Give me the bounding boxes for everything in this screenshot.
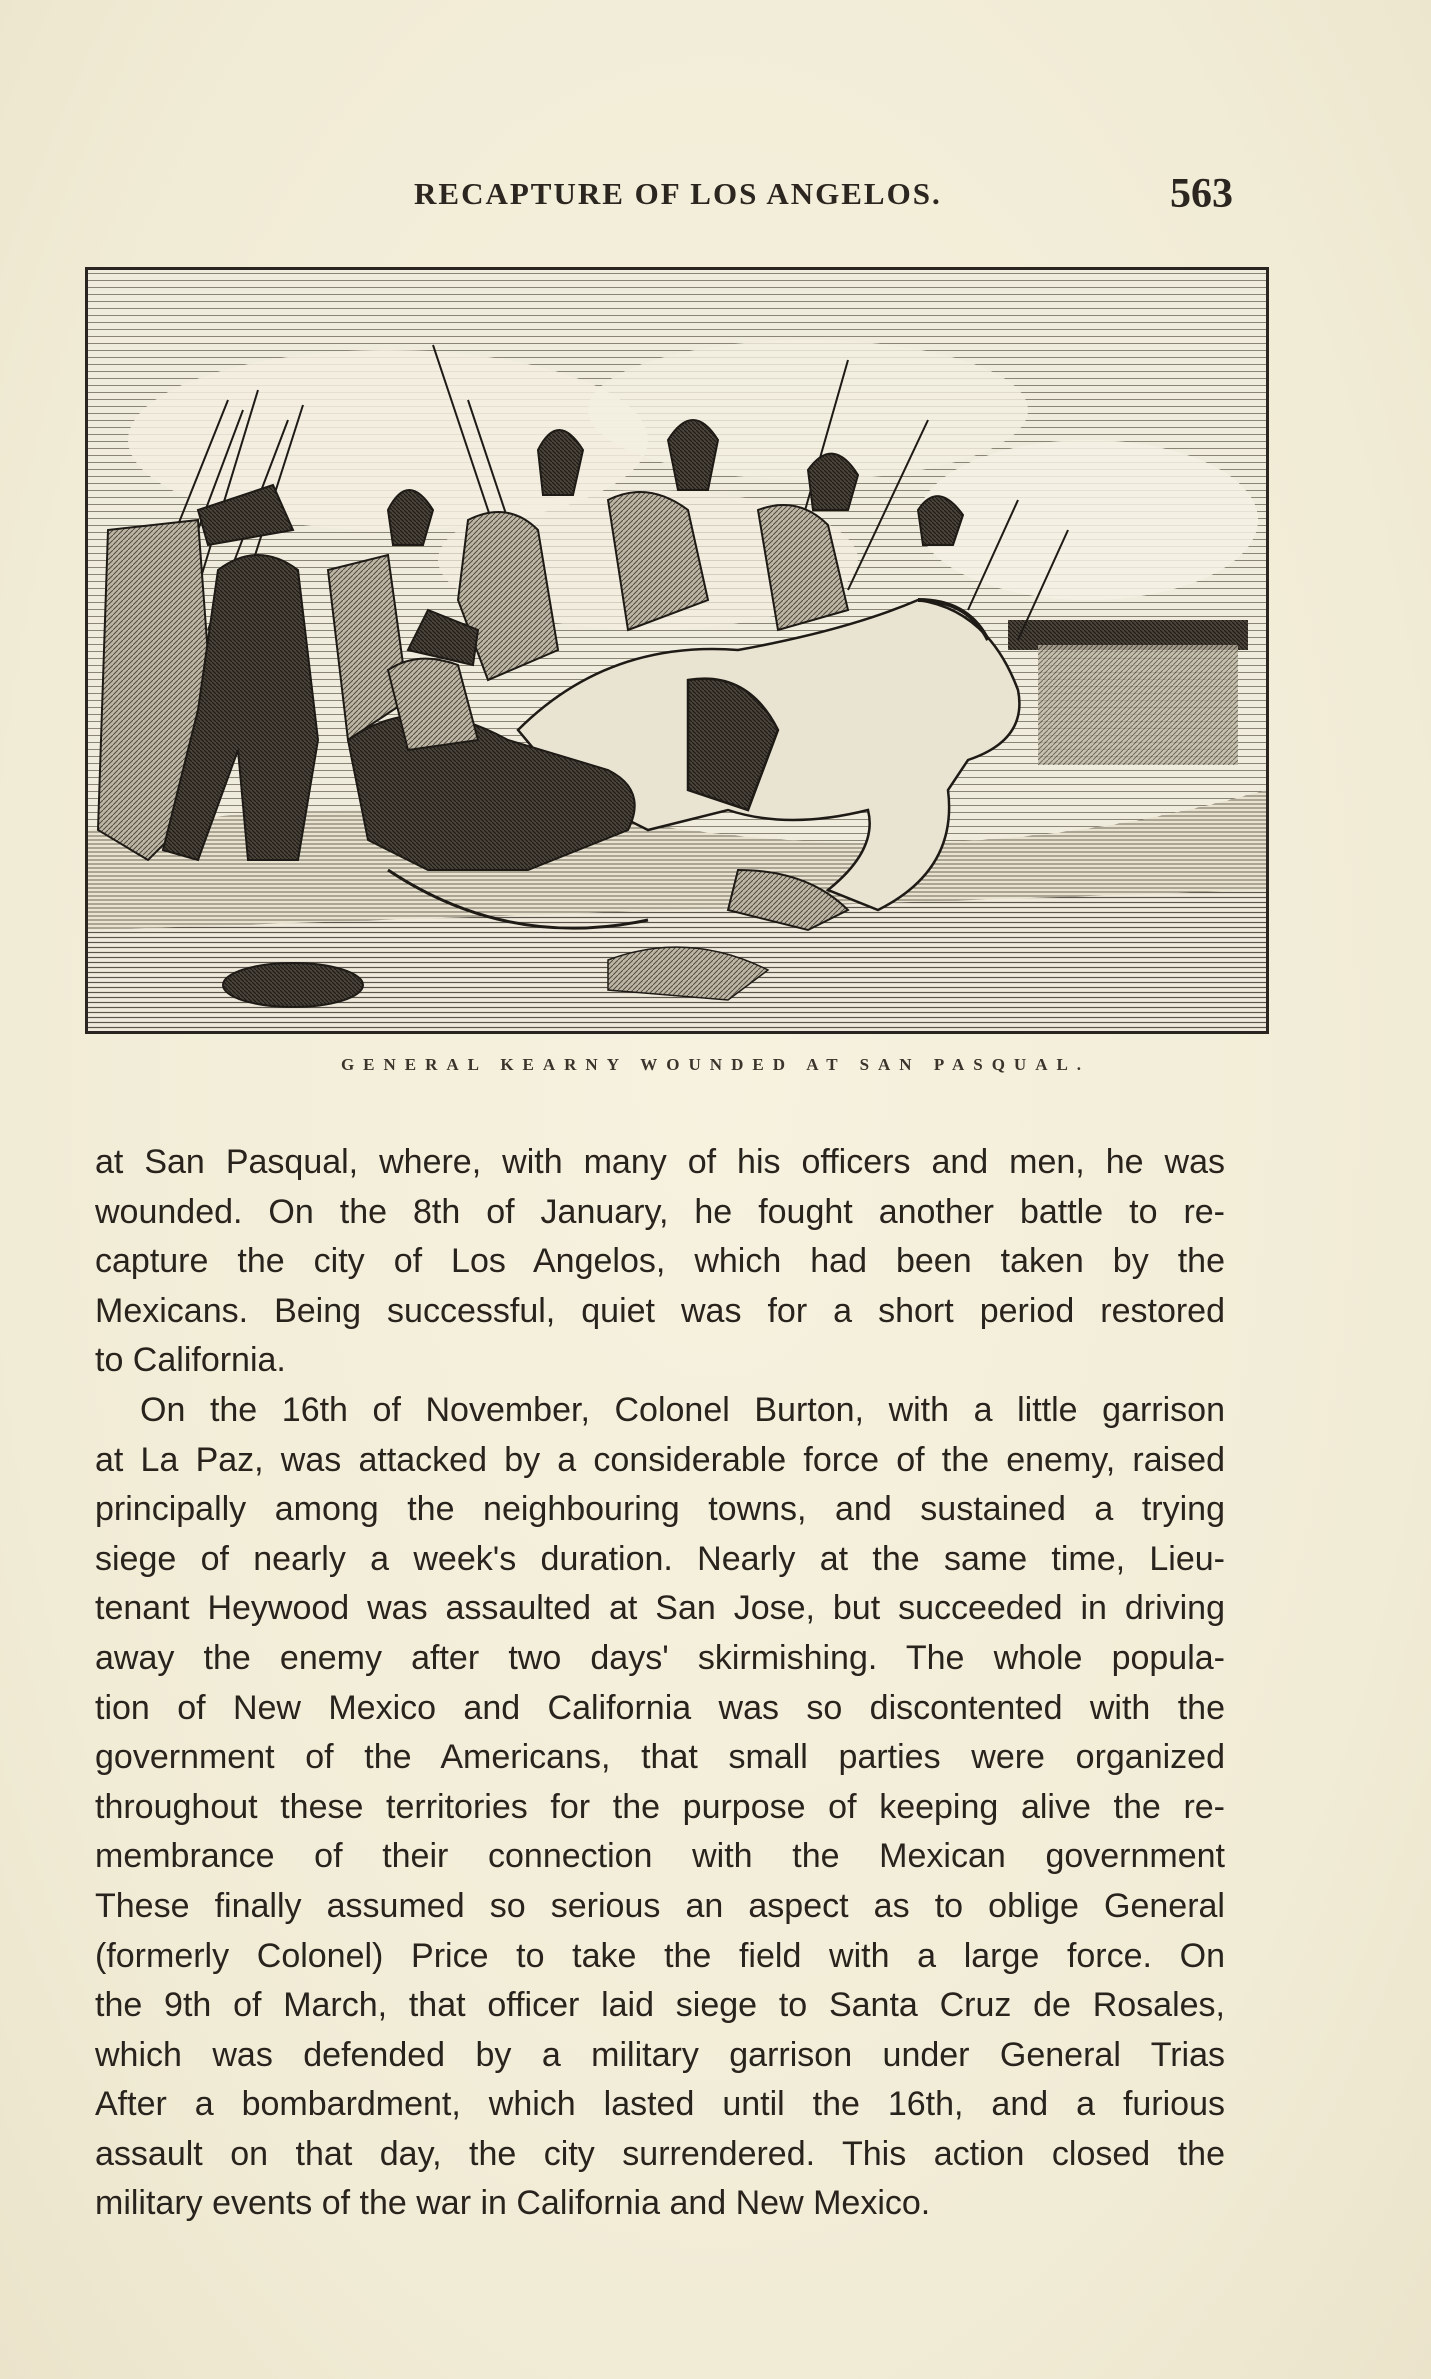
paragraph-2-line: siege of nearly a week's duration. Nearly at the same time, Lieu- <box>95 1539 1225 1578</box>
paragraph-1-line: at San Pasqual, where, with many of his officers and men, he was <box>95 1143 1225 1181</box>
paragraph-2-line: which was defended by a military garrison under General Trias <box>95 2035 1225 2074</box>
paragraph-2-line: the 9th of March, that officer laid siege to Santa Cruz de Rosales, <box>95 1986 1225 2025</box>
body-text <box>95 1138 1225 2229</box>
paragraph-2-line: government of the Americans, that small parties were organized <box>95 1738 1225 1777</box>
paragraph-2-line: principally among the neighbouring towns, and sustained a trying <box>95 1490 1225 1529</box>
paragraph-2-line: tenant Heywood was assaulted at San Jose, but succeeded in driving <box>95 1589 1225 1628</box>
paragraph-2-line: military events of the war in California and New Mexico. <box>95 2184 931 2223</box>
illustration-caption: GENERAL KEARNY WOUNDED AT SAN PASQUAL. <box>340 1055 1091 1074</box>
running-title: RECAPTURE OF LOS ANGELOS. <box>414 176 942 211</box>
running-head <box>0 170 1431 230</box>
paragraph-2-line: throughout these territories for the purpose of keeping alive the re- <box>95 1787 1225 1826</box>
paragraph-2-line: These finally assumed so serious an aspect as to oblige General <box>95 1886 1225 1925</box>
paragraph-2-line: After a bombardment, which lasted until the 16th, and a furious <box>95 2085 1225 2124</box>
paragraph-1-line: wounded. On the 8th of January, he fought another battle to re- <box>95 1192 1225 1231</box>
paragraph-1-line: Mexicans. Being successful, quiet was for a short period restored <box>95 1291 1225 1330</box>
battle-engraving <box>88 270 1266 1031</box>
paragraph-1-line: to California. <box>95 1341 286 1380</box>
paragraph-2-line: membrance of their connection with the Mexican government <box>95 1837 1225 1876</box>
page-number: 563 <box>1170 171 1233 217</box>
paragraph-1-line: capture the city of Los Angelos, which had been taken by the <box>95 1242 1225 1281</box>
paragraph-2-line: (formerly Colonel) Price to take the field with a large force. On <box>95 1936 1225 1975</box>
paragraph-2-line: at La Paz, was attacked by a considerable force of the enemy, raised <box>95 1440 1225 1479</box>
paragraph-2-line: assault on that day, the city surrendered. This action closed the <box>95 2134 1225 2173</box>
paragraph-2-line: tion of New Mexico and California was so discontented with the <box>95 1688 1225 1727</box>
paragraph-2-line: On the 16th of November, Colonel Burton, with a little garrison <box>140 1390 1225 1429</box>
paragraph-2-line: away the enemy after two days' skirmishing. The whole popula- <box>95 1638 1225 1677</box>
engraving-illustration <box>85 267 1269 1034</box>
